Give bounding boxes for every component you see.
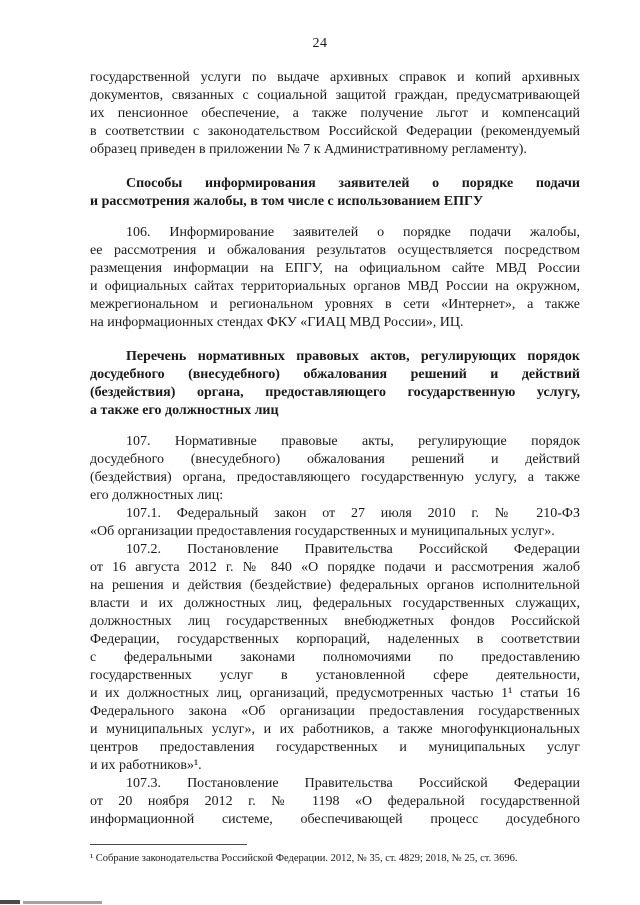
para-106 [90,224,580,332]
text-line: 107.2. Постановление Правительства Российской Федерации [126,542,580,557]
text-line: должностных лиц государственных внебюджетных фондов Российской [90,614,580,629]
para-107-3 [90,775,580,829]
text-line: (бездействия) органа, предоставляющего государственную услугу, [90,385,580,400]
horizontal-scrollbar[interactable] [0,900,130,904]
text-line: 106. Информирование заявителей о порядке подачи жалобы, [126,225,580,240]
para-continuation-archival-certificates [90,69,580,159]
text-line: 107.3. Постановление Правительства Российской Федерации [126,776,580,791]
para-107-1 [90,505,580,541]
text-line: «Об организации предоставления государственных и муниципальных услуг». [90,524,555,539]
text-line: государственных услуг в установленной сфере деятельности, [90,668,580,683]
text-line: государственной услуги по выдаче архивных справок и копий архивных [90,70,580,85]
footnote-divider [90,844,247,845]
text-line: в соответствии с законодательством Российской Федерации (рекомендуемый [90,124,580,139]
text-line: центров предоставления государственных и муниципальных услуг [90,740,580,755]
text-line: межрегиональном и региональном уровнях в сети «Интернет», а также [90,297,580,312]
text-line: на информационных стендах ФКУ «ГИАЦ МВД России», ИЦ. [90,315,464,330]
text-line: и рассмотрения жалобы, в том числе с использованием ЕПГУ [90,194,484,209]
text-line: на решения и действия (бездействие) федеральных органов исполнительной [90,578,580,593]
text-line: информационной системе, обеспечивающей процесс досудебного [90,812,580,827]
text-line: документов, связанных с социальной защитой граждан, предусматривающей [90,88,580,103]
text-line: досудебного (внесудебного) обжалования решений и действий [90,367,580,382]
text-line: и официальных сайтах территориальных органов МВД России на окружном, [90,279,580,294]
text-line: Способы информирования заявителей о порядке подачи [126,176,580,191]
heading-complaint-informing-methods [90,175,580,211]
text-line: его должностных лиц: [90,488,224,503]
text-line: размещения информации на ЕПГУ, на официальном сайте МВД России [90,261,580,276]
para-107 [90,433,580,505]
text-line: образец приведен в приложении № 7 к Административному регламенту). [90,142,527,157]
text-line: их пенсионное обеспечение, а также получение льгот и компенсаций [90,106,580,121]
heading-normative-acts-list [90,348,580,420]
page-number: 24 [312,36,328,51]
text-line: от 20 ноября 2012 г. № 1198 «О федеральной государственной [90,794,580,809]
text-line: 107. Нормативные правовые акты, регулирующие порядок [126,434,580,449]
text-line: (бездействия) органа, предоставляющего государственную услугу, а также [90,470,580,485]
text-line: Перечень нормативных правовых актов, регулирующих порядок [126,349,580,364]
text-line: власти и их должностных лиц, федеральных государственных служащих, [90,596,580,611]
text-line: с федеральными законами полномочиями по предоставлению [90,650,580,665]
text-line: и их работников»¹. [90,758,202,773]
text-line: а также его должностных лиц [90,403,279,418]
footnote-text: ¹ Собрание законодательства Российской Федерации. 2012, № 35, ст. 4829; 2018, № 25, ст. 3696. [90,853,518,864]
text-line: Федерального закона «Об организации предоставления государственных [90,704,580,719]
text-line: и муниципальных услуг», и их работников, а также многофункциональных [90,722,580,737]
text-line: от 16 августа 2012 г. № 840 «О порядке подачи и рассмотрения жалоб [90,560,580,575]
text-line: досудебного (внесудебного) обжалования решений и действий [90,452,580,467]
footnote-area [90,834,580,865]
text-line: Федерации, государственных корпораций, наделенных в соответствии [90,632,580,647]
h-scrollbar-thumb[interactable] [0,900,20,904]
text-line: 107.1. Федеральный закон от 27 июля 2010 г. № 210-ФЗ [126,506,580,521]
text-line: и их должностных лиц, организаций, предусмотренных частью 1¹ статьи 16 [90,686,580,701]
text-line: ее рассмотрения и обжалования результатов осуществляется посредством [90,243,580,258]
document-body [90,69,580,829]
h-scrollbar-track[interactable] [23,901,102,904]
para-107-2 [90,541,580,775]
